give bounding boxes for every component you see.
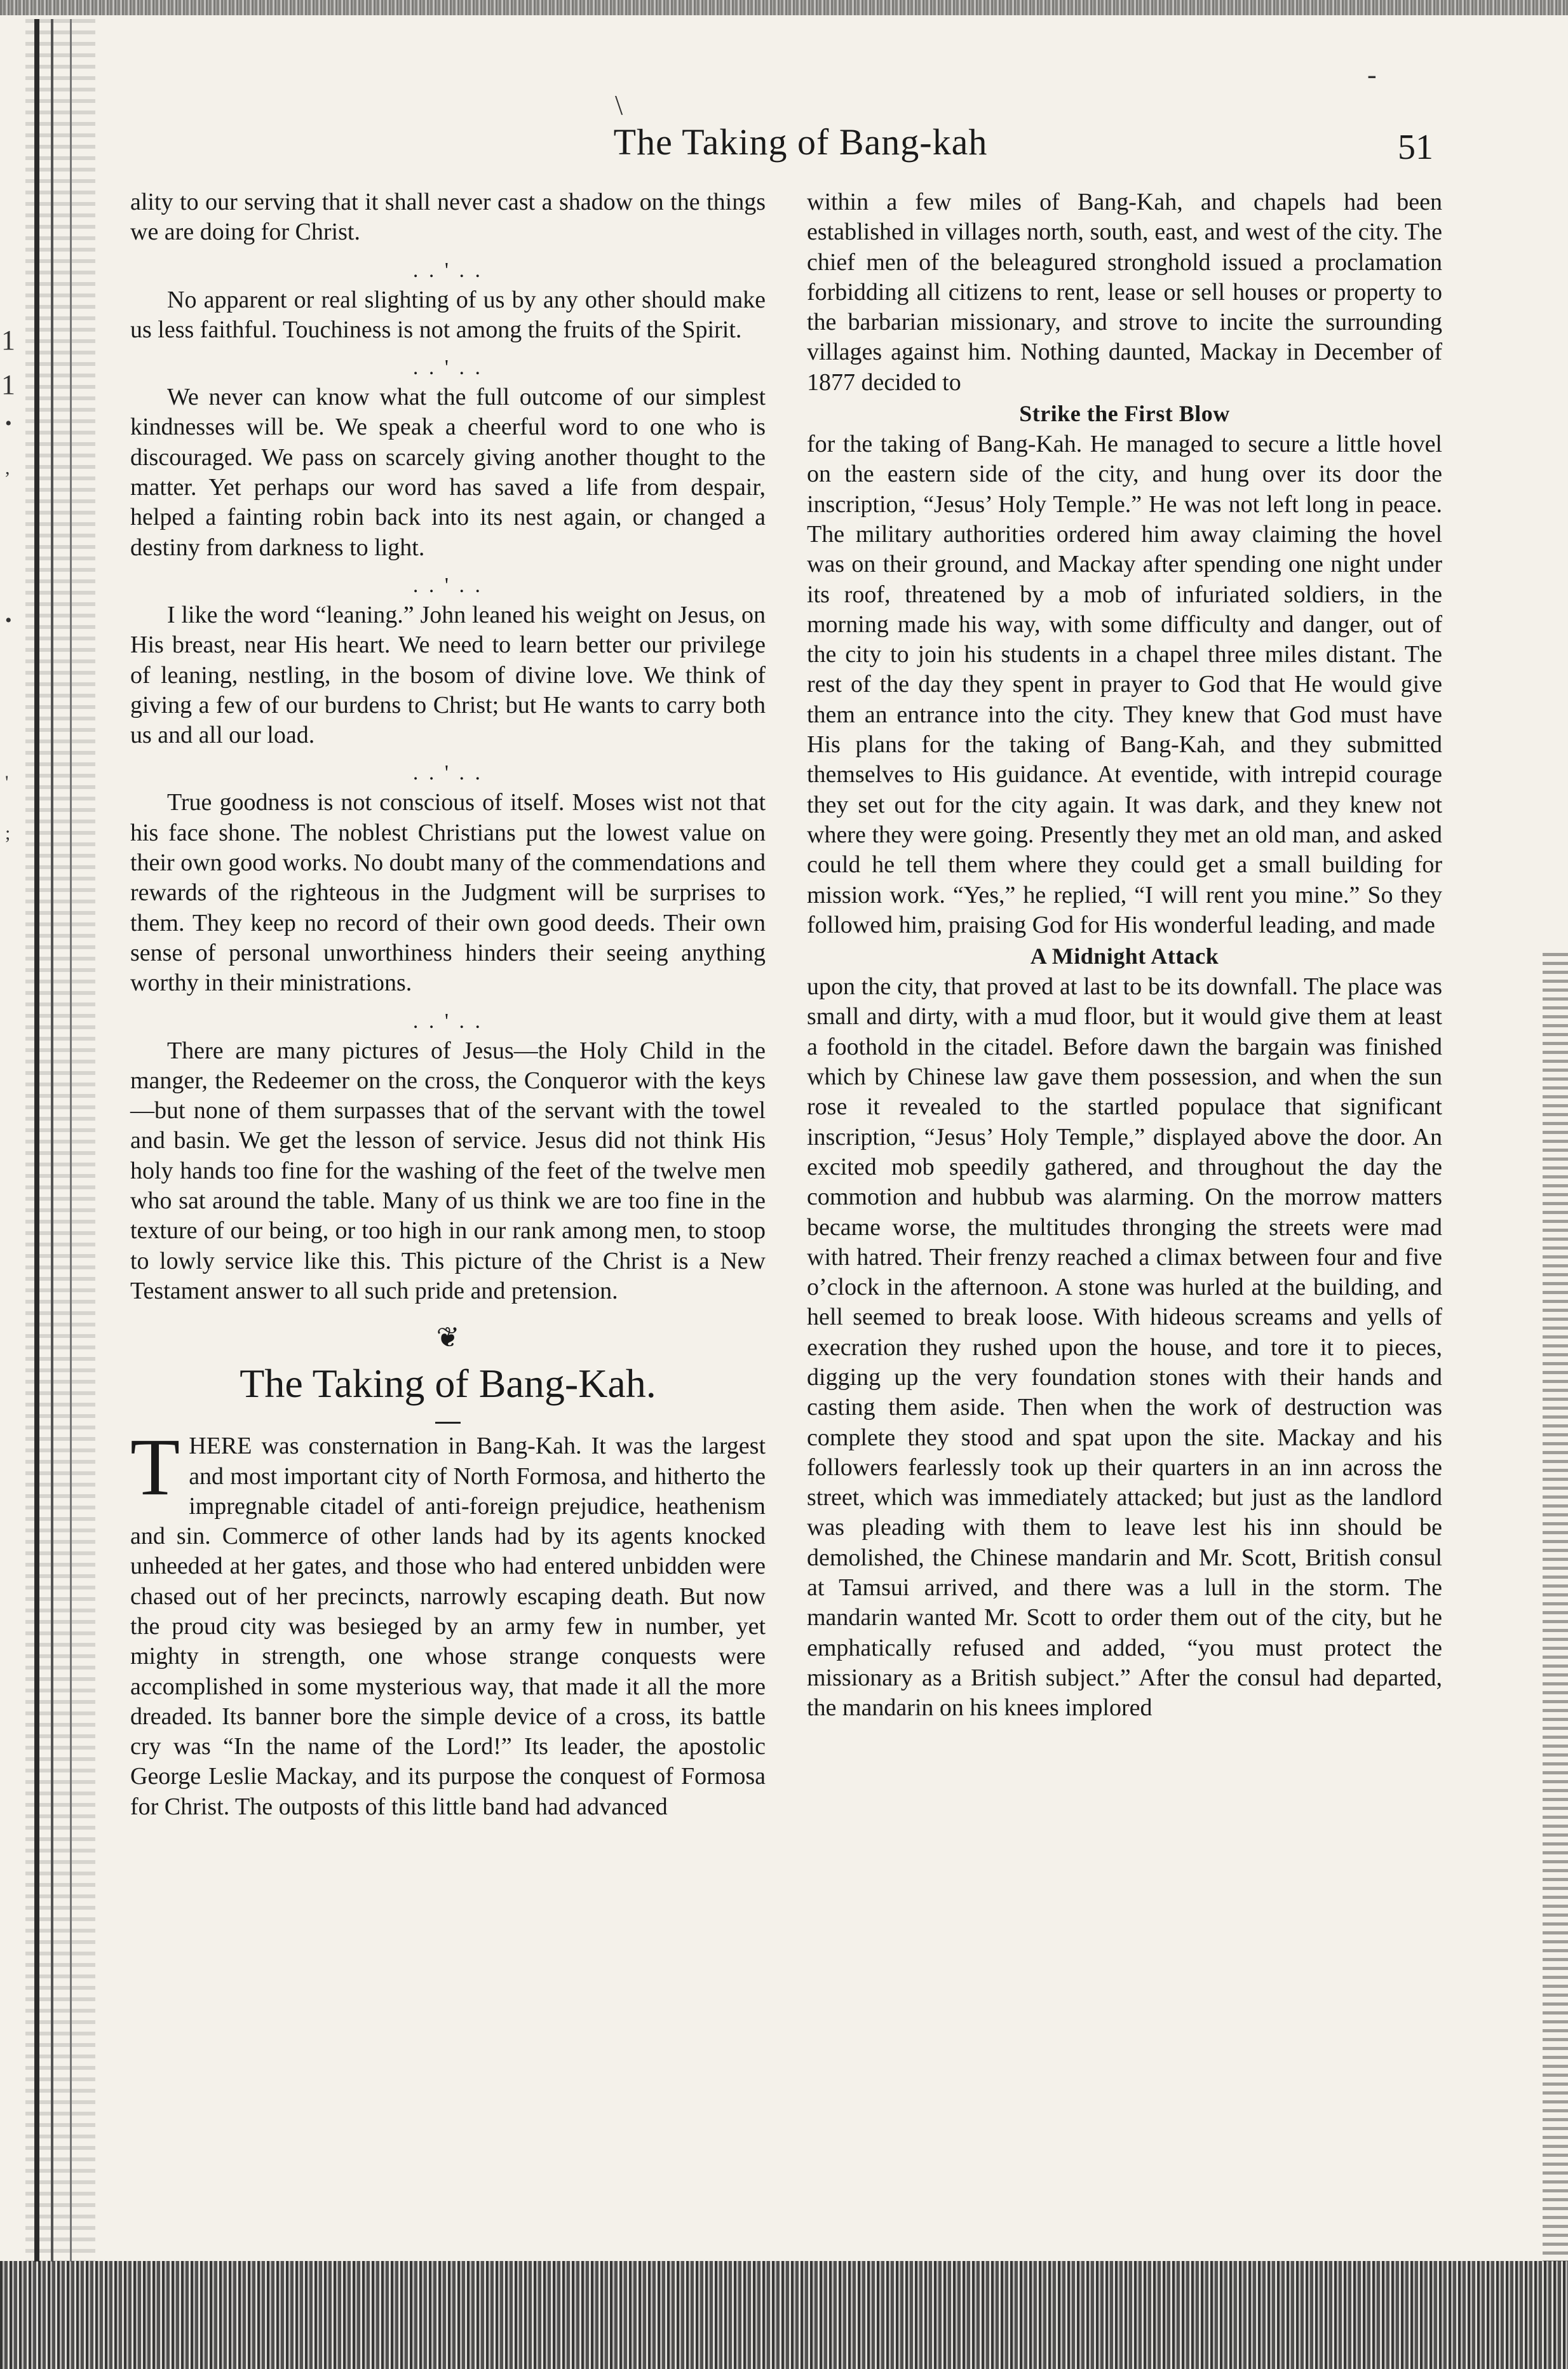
right-column xyxy=(807,187,1442,1724)
fleuron-ornament: ❦ xyxy=(436,1322,460,1354)
section-separator: . . ' . . xyxy=(412,761,483,785)
margin-mark: 1 xyxy=(1,369,15,400)
section-separator: . . ' . . xyxy=(412,573,483,597)
scan-bottom-edge xyxy=(0,2261,1568,2369)
drop-cap: T xyxy=(130,1422,180,1513)
page-number: 51 xyxy=(1398,128,1433,167)
subheading: Strike the First Blow xyxy=(1019,401,1230,427)
paragraph: No apparent or real slighting of us by any other should make us less faithful. Touchiness is not among the fruits of the Spirit. xyxy=(130,286,766,343)
article-opening-paragraph xyxy=(130,1422,766,1822)
paragraph: There are many pictures of Jesus—the Holy Child in the manger, the Redeemer on the cross, the Conqueror with the keys—but none of them surpasses that of the servant with the towel and basin. We get the lesson of service. Jesus did not think His holy hands too fine for the washing of the feet of the twelve men who sat around the table. Many of us think we are too fine in the texture of our being, or too high in our rank among men, to stoop to lowly service like this. This picture of the Christ is a New Testament answer to all such pride and pretension. xyxy=(130,1037,766,1304)
subheading: A Midnight Attack xyxy=(1030,943,1219,969)
stray-mark: - xyxy=(1367,59,1377,90)
stray-mark: \ xyxy=(615,90,623,121)
margin-mark: ' xyxy=(5,772,9,793)
title-rule xyxy=(435,1422,461,1424)
section-separator: . . ' . . xyxy=(412,356,483,380)
paragraph: for the taking of Bang-Kah. He managed to secure a little hovel on the eastern side of the city, and hung over its door the inscription, “Jesus’ Holy Temple.” He was not left long in peace. The military authorities ordered him away claiming the hovel was on their ground, and Mackay after spending one night under its roof, threatened by a mob of infuriated soldiers, in the morning made his way, with some difficulty and danger, out of the city to join his students in a chapel three miles distant. The rest of the day they spent in prayer to God that He would give them an entrance into the city. They knew that God must have His plans for the taking of Bang-Kah, and they submitted themselves to His guidance. At eventide, with intrepid courage they set out for the city again. It was dark, and they knew not where they were going. Presently they met an old man, and asked could he tell them where they could get a small building for mission work. “Yes,” he replied, “I will rent you mine.” So they followed him, praising God for His wonderful leading, and made xyxy=(807,431,1442,938)
paragraph: True goodness is not conscious of itself. Moses wist not that his face shone. The noblest Christians put the lowest value on their own good works. No doubt many of the commendations and rewards of the righteous in the Judgment will be surprises to them. They keep no record of their own good deeds. Their own sense of personal unworthiness hinders their seeing anything worthy in their ministrations. xyxy=(130,789,766,997)
paragraph: ality to our serving that it shall never cast a shadow on the things we are doing for Christ. xyxy=(130,189,766,246)
paragraph: We never can know what the full outcome of our simplest kindnesses will be. We speak a cheerful word to one who is discouraged. We pass on scarcely giving another thought to the matter. Yet perhaps our word has saved a life from despair, helped a fainting robin back into its nest again, or changed a destiny from darkness to light. xyxy=(130,384,766,561)
section-separator: . . ' . . xyxy=(412,258,483,282)
margin-mark: 1 xyxy=(1,325,15,356)
opening-text: HERE was consternation in Bang-Kah. It was the largest and most important city of North Formosa, and hitherto the impregnable citadel of anti-foreign prejudice, heathenism and sin. Commerce of other lands had by its agents knocked unheeded at her gates, and those who had entered unbidden were chased out of her precincts, narrowly escaping death. But now the proud city was besieged by an army few in number, yet mighty in strength, one whose strange conquests were accomplished in some mysterious way, that made it all the more dreaded. Its banner bore the simple device of a cross, its battle cry was “In the name of the Lord!” Its leader, the apostolic George Leslie Mackay, and its purpose the conquest of Formosa for Christ. The outposts of this little band had advanced xyxy=(130,1433,766,1820)
running-title: The Taking of Bang-kah xyxy=(613,121,988,163)
paragraph: within a few miles of Bang-Kah, and chapels had been established in villages north, south, east, and west of the city. The chief men of the beleagured stronghold issued a proclamation forbidding all citizens to rent, lease or sell houses or property to the barbarian missionary, and strove to incite the surrounding villages against him. Nothing daunted, Mackay in December of 1877 decided to xyxy=(807,189,1442,396)
scan-top-edge xyxy=(0,0,1568,15)
scan-left-binding-edge xyxy=(25,19,95,2262)
scan-right-edge xyxy=(1543,953,1568,2262)
left-column xyxy=(130,187,766,1822)
margin-mark: , xyxy=(5,457,10,478)
section-separator: . . ' . . xyxy=(412,1009,483,1033)
paragraph: upon the city, that proved at last to be its downfall. The place was small and dirty, with a mud floor, but it would give them at least a foothold in the citadel. Before dawn the bargain was finished which by Chinese law gave them possession, and when the sun rose it revealed to the startled populace that significant inscription, “Jesus’ Holy Temple,” displayed above the door. An excited mob speedily gathered, and throughout the day the commotion and hubbub was alarming. On the morrow matters became worse, the multitudes thronging the streets were mad with hatred. Their frenzy reached a climax between four and five o’clock in the afternoon. A stone was hurled at the building, and hell seemed to break loose. With hideous screams and yells of execration they rushed upon the house, and tore it to pieces, digging up the very foundation stones with their hands and casting them aside. Then when the work of destruction was complete they stood and spat upon the site. Mackay and his followers fearlessly took up their quarters in an inn across the street, which was immediately attacked; but just as the landlord was pleading with them to leave lest his inn should be demolished, the Chinese mandarin and Mr. Scott, British consul at Tamsui arrived, and there was a lull in the storm. The mandarin wanted Mr. Scott to order them out of the city, but he emphatically refused and added, “you must protect the missionary as a British subject.” After the consul had departed, the mandarin on his knees implored xyxy=(807,973,1442,1722)
paragraph: I like the word “leaning.” John leaned his weight on Jesus, on His breast, near His heart. We need to learn better our privilege of leaning, nestling, in the bosom of divine love. We think of giving a few of our burdens to Christ; but He wants to carry both us and all our load. xyxy=(130,601,766,749)
margin-mark: • xyxy=(5,610,12,631)
margin-mark: ; xyxy=(5,823,11,844)
article-title: The Taking of Bang-Kah. xyxy=(240,1361,656,1407)
margin-mark: • xyxy=(5,413,12,434)
